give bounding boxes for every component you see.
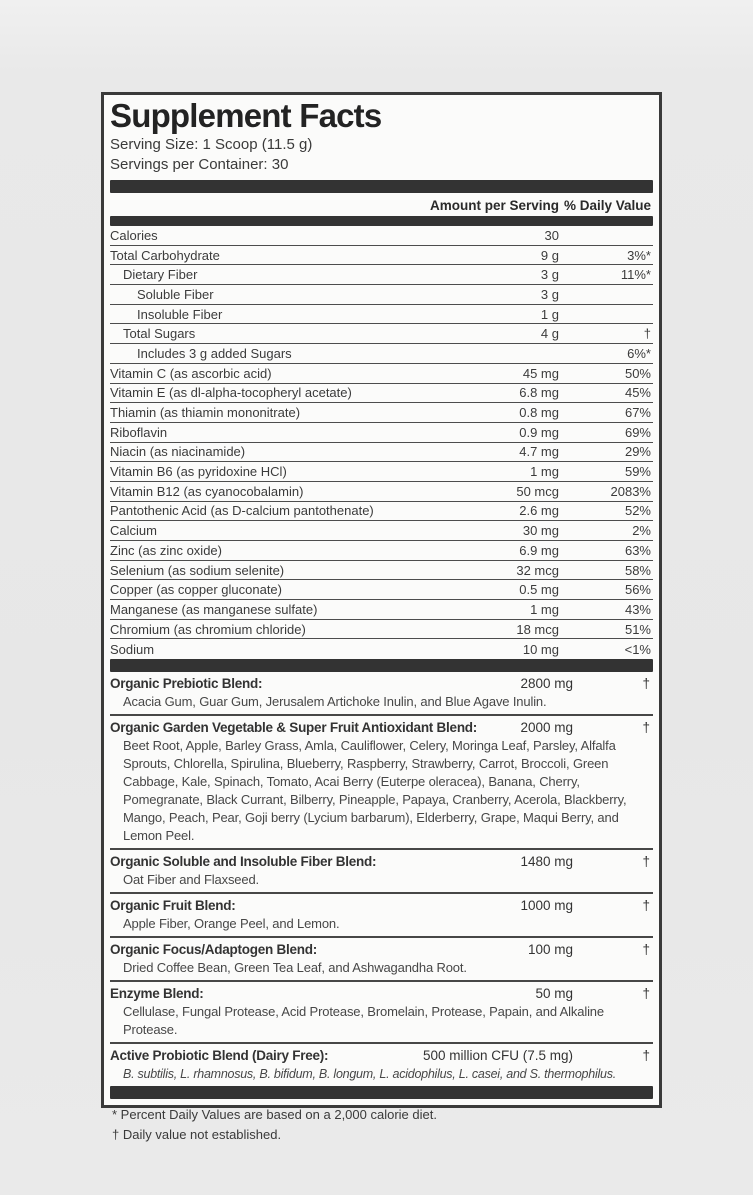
nutrient-daily-value: 3%*: [627, 247, 651, 263]
table-row: [110, 600, 653, 620]
nutrient-name: Vitamin B12 (as cyanocobalamin): [110, 483, 304, 499]
nutrient-daily-value: 6%*: [627, 345, 651, 361]
nutrient-amount: 9 g: [540, 247, 559, 263]
nutrient-name: Riboflavin: [110, 424, 168, 440]
table-row: [110, 482, 653, 502]
blend-name: Organic Fruit Blend:: [110, 898, 236, 914]
blend-daily-value: †: [642, 854, 650, 870]
table-row: [110, 423, 653, 443]
nutrient-name: Vitamin C (as ascorbic acid): [110, 365, 272, 381]
nutrient-amount: 3 g: [540, 267, 559, 283]
blend-row-prebiotic: [110, 672, 653, 716]
nutrient-daily-value: 43%: [624, 601, 651, 617]
blend-ingredients: Cellulase, Fungal Protease, Acid Protease, Bromelain, Protease, Papain, and Alkaline Protease.: [123, 1004, 604, 1038]
nutrient-amount: 1 mg: [530, 464, 559, 480]
blend-ingredients: Dried Coffee Bean, Green Tea Leaf, and Ashwagandha Root.: [123, 960, 467, 976]
blend-row-garden-vegetable: [110, 716, 653, 850]
blend-daily-value: †: [642, 720, 650, 736]
column-headers: [110, 193, 653, 216]
blend-daily-value: †: [642, 898, 650, 914]
table-row: [110, 639, 653, 659]
divider-bar-thick: [110, 180, 653, 193]
nutrient-daily-value: 2%: [632, 523, 651, 539]
nutrient-name: Sodium: [110, 641, 155, 657]
table-row: [110, 443, 653, 463]
nutrient-daily-value: 11%*: [620, 267, 651, 283]
nutrient-name: Selenium (as sodium selenite): [110, 562, 285, 578]
nutrient-daily-value: 63%: [624, 542, 651, 558]
blend-name: Organic Focus/Adaptogen Blend:: [110, 942, 318, 958]
nutrient-name: Vitamin E (as dl-alpha-tocopheryl acetate): [110, 385, 352, 401]
nutrient-daily-value: 59%: [624, 464, 651, 480]
blend-ingredients: Beet Root, Apple, Barley Grass, Amla, Cauliflower, Celery, Moringa Leaf, Parsley, Alfalfa Sprouts, Chlorella, Spirulina, Blueberry, Raspberry, Strawberry, Carrot, Broccoli, Green Cabbage, Kale, Spinach, Tomato, Acai Berry (Euterpe oleracea), Banana, Cherry, Pomegranate, Black Currant, Bilberry, Pineapple, Papaya, Cranberry, Acerola, Blackberry, Mango, Peach, Pear, Goji berry (Lycium barbarum), Elderberry, Grape, Maqui Berry, and Lemon Peel.: [123, 738, 627, 844]
footnotes: [110, 1099, 653, 1144]
blend-amount: 50 mg: [535, 986, 573, 1002]
blend-ingredients: Oat Fiber and Flaxseed.: [123, 872, 260, 888]
blend-daily-value: †: [642, 986, 650, 1002]
table-row: [110, 462, 653, 482]
column-header-amount: Amount per Serving: [429, 198, 559, 213]
blend-row-focus-adaptogen: [110, 938, 653, 982]
table-row: [110, 305, 653, 325]
blend-name: Enzyme Blend:: [110, 986, 204, 1002]
nutrient-daily-value: 50%: [624, 365, 651, 381]
table-row: [110, 285, 653, 305]
blend-daily-value: †: [642, 1048, 650, 1064]
nutrient-amount: 0.8 mg: [519, 405, 559, 421]
blend-header: [110, 985, 653, 1003]
nutrient-name: Manganese (as manganese sulfate): [110, 601, 318, 617]
footnote-daily-values: * Percent Daily Values are based on a 2,000 calorie diet.: [112, 1107, 437, 1123]
nutrient-amount: 0.5 mg: [519, 582, 559, 598]
nutrient-amount: 30 mg: [522, 523, 559, 539]
nutrient-name: Chromium (as chromium chloride): [110, 621, 306, 637]
column-header-daily-value: % Daily Value: [563, 198, 651, 213]
nutrient-name: Includes 3 g added Sugars: [137, 345, 292, 361]
blend-name: Organic Garden Vegetable & Super Fruit Antioxidant Blend:: [110, 720, 478, 736]
nutrient-name: Zinc (as zinc oxide): [110, 542, 222, 558]
nutrient-amount: 32 mcg: [516, 562, 559, 578]
blend-row-fruit: [110, 894, 653, 938]
blend-amount: 100 mg: [527, 942, 573, 958]
table-row: [110, 580, 653, 600]
page-title: Supplement Facts: [110, 97, 382, 134]
blend-header: [110, 941, 653, 959]
nutrient-daily-value: 56%: [624, 582, 651, 598]
footnote-not-established: † Daily value not established.: [112, 1126, 282, 1142]
divider-bar-thick: [110, 659, 653, 672]
nutrient-daily-value: 29%: [624, 444, 651, 460]
nutrient-amount: 45 mg: [522, 365, 559, 381]
blend-daily-value: †: [642, 676, 650, 692]
table-row: [110, 226, 653, 246]
blend-amount: 2800 mg: [520, 676, 573, 692]
nutrient-daily-value: 69%: [624, 424, 651, 440]
nutrient-daily-value: 67%: [624, 405, 651, 421]
nutrient-name: Total Sugars: [123, 326, 196, 342]
blend-daily-value: †: [642, 942, 650, 958]
nutrient-amount: 50 mcg: [516, 483, 559, 499]
nutrient-amount: 1 g: [540, 306, 559, 322]
nutrients-table: [110, 226, 653, 659]
blend-header: [110, 719, 653, 737]
blend-header: [110, 675, 653, 693]
nutrient-amount: 4.7 mg: [519, 444, 559, 460]
nutrient-daily-value: †: [643, 326, 651, 342]
serving-size-text: Serving Size: 1 Scoop (11.5 g): [110, 136, 313, 153]
table-row: [110, 246, 653, 266]
supplement-facts-label: [101, 92, 662, 1142]
nutrient-name: Pantothenic Acid (as D-calcium pantothenate): [110, 503, 374, 519]
nutrient-amount: 18 mcg: [516, 621, 559, 637]
nutrient-daily-value: 51%: [624, 621, 651, 637]
nutrient-amount: 6.9 mg: [519, 542, 559, 558]
blend-row-probiotic: [110, 1044, 653, 1086]
nutrient-name: Thiamin (as thiamin mononitrate): [110, 405, 301, 421]
nutrient-name: Calories: [110, 227, 158, 243]
blend-amount: 1000 mg: [520, 898, 573, 914]
blend-header: [110, 897, 653, 915]
nutrient-amount: 10 mg: [522, 641, 559, 657]
blend-name: Organic Prebiotic Blend:: [110, 676, 263, 692]
nutrient-name: Niacin (as niacinamide): [110, 444, 246, 460]
blends-section: [110, 672, 653, 1086]
table-row: [110, 561, 653, 581]
nutrient-daily-value: <1%: [624, 641, 651, 657]
blend-amount: 500 million CFU (7.5 mg): [422, 1048, 573, 1064]
blend-ingredients: Apple Fiber, Orange Peel, and Lemon.: [123, 916, 340, 932]
divider-bar-thick: [110, 216, 653, 226]
table-row: [110, 541, 653, 561]
nutrient-name: Total Carbohydrate: [110, 247, 220, 263]
table-row: [110, 344, 653, 364]
nutrient-amount: 3 g: [540, 286, 559, 302]
blend-header: [110, 853, 653, 871]
blend-row-enzyme: [110, 982, 653, 1044]
blend-row-fiber: [110, 850, 653, 894]
nutrient-amount: 1 mg: [530, 601, 559, 617]
nutrient-amount: 6.8 mg: [519, 385, 559, 401]
blend-amount: 2000 mg: [520, 720, 573, 736]
table-row: [110, 502, 653, 522]
nutrient-name: Insoluble Fiber: [137, 306, 223, 322]
blend-name: Organic Soluble and Insoluble Fiber Blend:: [110, 854, 377, 870]
blend-ingredients: B. subtilis, L. rhamnosus, B. bifidum, B. longum, L. acidophilus, L. casei, and S. thermophilus.: [123, 1067, 616, 1082]
nutrient-name: Vitamin B6 (as pyridoxine HCl): [110, 464, 287, 480]
divider-bar-thick: [110, 1086, 653, 1099]
table-row: [110, 324, 653, 344]
nutrient-amount: 30: [544, 227, 559, 243]
nutrient-name: Calcium: [110, 523, 157, 539]
nutrient-amount: 0.9 mg: [519, 424, 559, 440]
table-row: [110, 265, 653, 285]
blend-name: Active Probiotic Blend (Dairy Free):: [110, 1048, 329, 1064]
nutrient-amount: 2.6 mg: [519, 503, 559, 519]
servings-per-container-text: Servings per Container: 30: [110, 156, 289, 173]
nutrient-daily-value: 52%: [624, 503, 651, 519]
table-row: [110, 384, 653, 404]
nutrient-daily-value: 45%: [624, 385, 651, 401]
nutrient-daily-value: 2083%: [610, 483, 651, 499]
blend-header: [110, 1047, 653, 1065]
table-row: [110, 521, 653, 541]
table-row: [110, 364, 653, 384]
blend-amount: 1480 mg: [520, 854, 573, 870]
blend-ingredients: Acacia Gum, Guar Gum, Jerusalem Artichoke Inulin, and Blue Agave Inulin.: [123, 694, 547, 710]
nutrient-name: Dietary Fiber: [123, 267, 198, 283]
table-row: [110, 403, 653, 423]
table-row: [110, 620, 653, 640]
nutrient-daily-value: 58%: [624, 562, 651, 578]
nutrient-amount: 4 g: [540, 326, 559, 342]
nutrient-name: Copper (as copper gluconate): [110, 582, 282, 598]
nutrient-name: Soluble Fiber: [137, 286, 214, 302]
